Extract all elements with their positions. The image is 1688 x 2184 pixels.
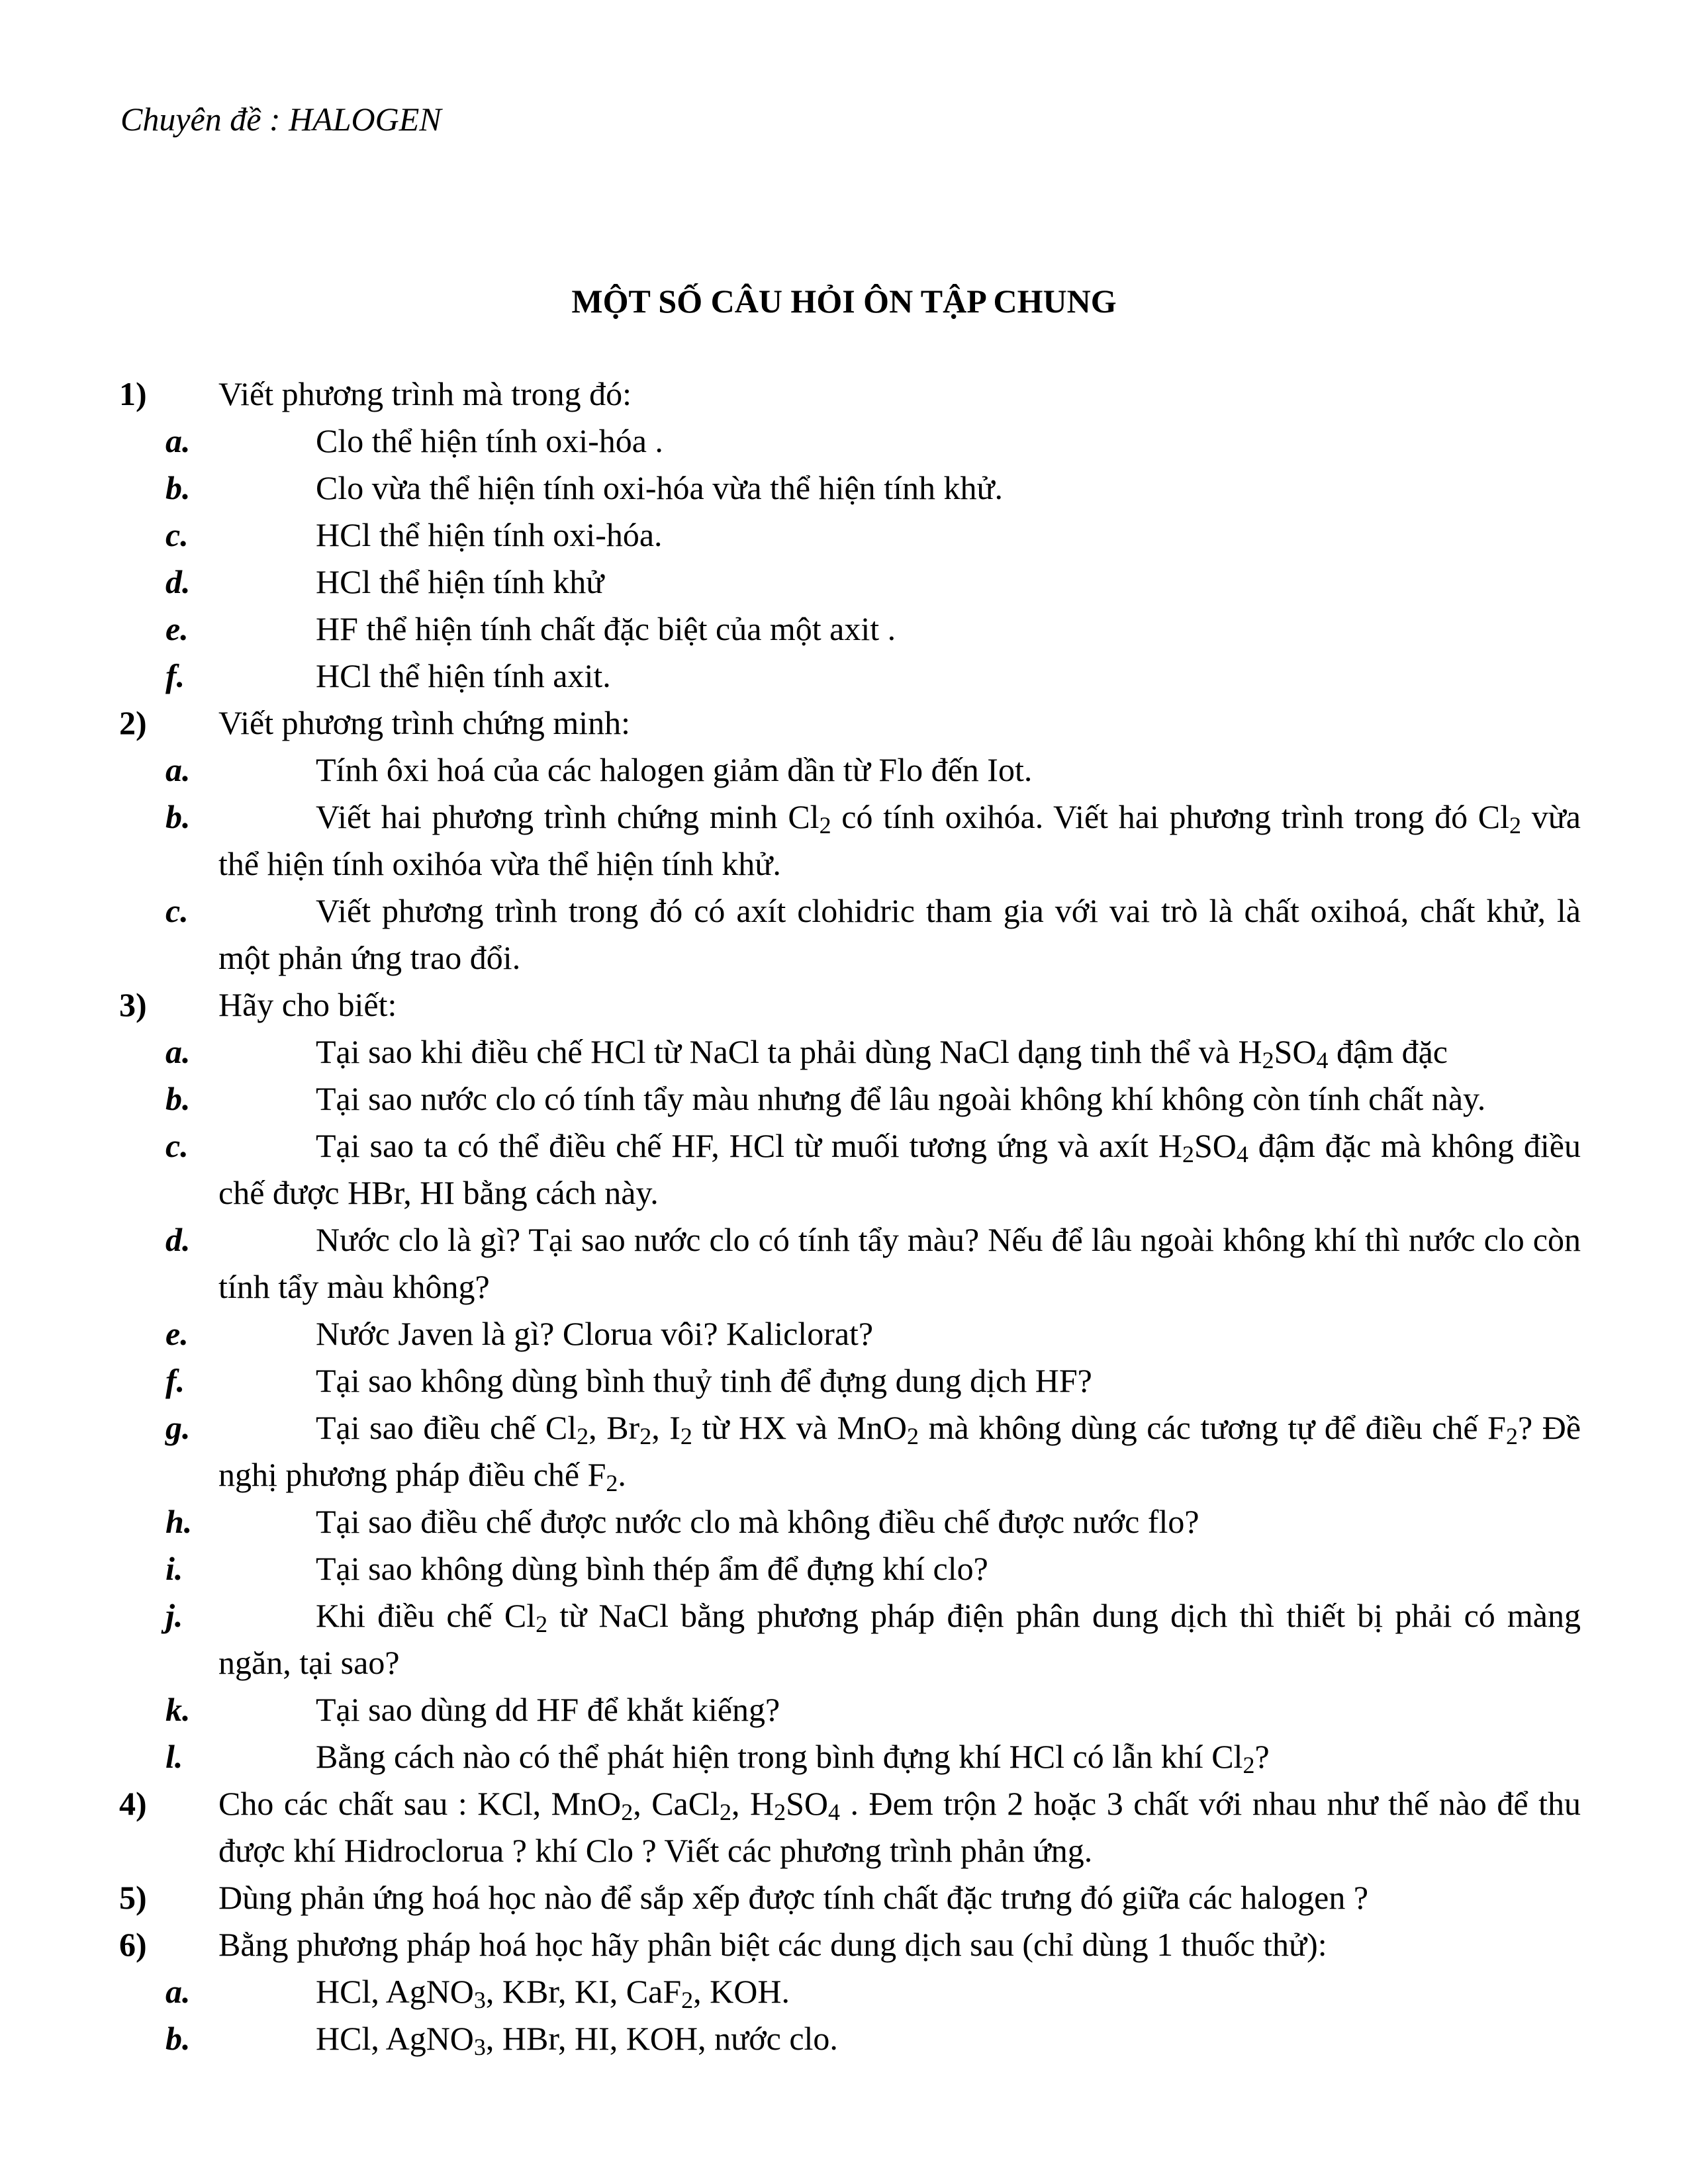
sub-text: Clo thể hiện tính oxi-hóa .: [316, 422, 663, 459]
sub-text: Clo vừa thể hiện tính oxi-hóa vừa thể hiện tính khử.: [316, 469, 1004, 506]
sub-text: Bằng cách nào có thể phát hiện trong bình đựng khí HCl có lẫn khí $Cl_2$?: [316, 1738, 1270, 1778]
subquestion-3h: [0, 1498, 1688, 1545]
sub-text: HCl, AgNO$_3$, HBr, HI, KOH, nước clo.: [316, 2020, 838, 2060]
question-number: 1): [119, 375, 147, 412]
sub-letter: a.: [165, 1973, 191, 2010]
sub-letter: a.: [165, 422, 191, 459]
sub-text: Tại sao không dùng bình thép ẩm để đựng khí clo?: [316, 1550, 988, 1587]
subquestion-3g: [0, 1404, 1688, 1498]
sub-text: Tại sao dùng dd HF để khắt kiếng?: [316, 1691, 780, 1728]
question-text: Viết phương trình chứng minh:: [218, 704, 631, 741]
question-number: 2): [119, 704, 147, 741]
subquestion-3k: [0, 1686, 1688, 1733]
subquestion-1a: [0, 418, 1688, 465]
sub-letter: c.: [165, 892, 189, 929]
page-title: MỘT SỐ CÂU HỎI ÔN TẬP CHUNG: [571, 283, 1117, 320]
sub-text: Nước clo là gì? Tại sao nước clo có tính tẩy màu? Nếu để lâu ngoài không khí thì nước clo còn tính tẩy màu không?: [218, 1221, 1581, 1305]
question-5: [0, 1874, 1688, 1921]
sub-letter: b.: [165, 1080, 191, 1117]
subquestion-1c: [0, 512, 1688, 559]
subquestion-2b: [0, 794, 1688, 887]
subquestion-2c: [0, 887, 1688, 981]
question-text: Bằng phương pháp hoá học hãy phân biệt các dung dịch sau (chỉ dùng 1 thuốc thử):: [218, 1926, 1327, 1963]
sub-letter: k.: [165, 1691, 191, 1728]
sub-letter: c.: [165, 516, 189, 553]
subquestion-1f: [0, 653, 1688, 700]
question-number: 6): [119, 1926, 147, 1963]
question-text: Dùng phản ứng hoá học nào để sắp xếp được tính chất đặc trưng đó giữa các halogen ?: [218, 1879, 1369, 1916]
sub-text: Tại sao ta có thể điều chế HF, HCl từ muối tương ứng và axít $H_2SO_4$ đậm đặc mà không điều chế được HBr, HI bằng cách này.: [218, 1127, 1581, 1211]
sub-letter: d.: [165, 563, 191, 600]
subquestion-3f: [0, 1357, 1688, 1404]
sub-text: Nước Javen là gì? Clorua vôi? Kaliclorat?: [316, 1315, 874, 1352]
sub-text: Tại sao khi điều chế HCl từ NaCl ta phải dùng NaCl dạng tinh thể và $H_2SO_4$ đậm đặc: [316, 1033, 1448, 1073]
sub-letter: a.: [165, 1033, 191, 1070]
sub-letter: i.: [165, 1550, 183, 1587]
subquestion-2a: [0, 747, 1688, 794]
sub-letter: h.: [165, 1503, 193, 1540]
document-header: Chuyên đề : HALOGEN: [120, 101, 442, 138]
question-text: Viết phương trình mà trong đó:: [218, 375, 632, 412]
sub-text: HCl thể hiện tính axit.: [316, 657, 611, 694]
sub-letter: l.: [165, 1738, 183, 1775]
question-text: Cho các chất sau : KCl, MnO$_2$, CaCl$_2$, $H_2SO_4$ . Đem trộn 2 hoặc 3 chất với nhau như thế nào để thu được khí Hidroclorua ? khí Clo ? Viết các phương trình phản ứng.: [218, 1785, 1581, 1869]
question-number: 4): [119, 1785, 147, 1822]
subquestion-3l: [0, 1733, 1688, 1780]
sub-letter: f.: [165, 1362, 185, 1399]
sub-text: Viết phương trình trong đó có axít clohidric tham gia với vai trò là chất oxihoá, chất khử, là một phản ứng trao đổi.: [218, 892, 1581, 976]
sub-text: Khi điều chế $Cl_2$ từ NaCl bằng phương pháp điện phân dung dịch thì thiết bị phải có màng ngăn, tại sao?: [218, 1597, 1581, 1681]
question-number: 3): [119, 986, 147, 1023]
sub-text: Tại sao không dùng bình thuỷ tinh để đựng dung dịch HF?: [316, 1362, 1092, 1399]
sub-letter: e.: [165, 610, 189, 647]
sub-text: HCl thể hiện tính khử: [316, 563, 604, 600]
sub-letter: b.: [165, 798, 191, 835]
subquestion-6b: [0, 2015, 1688, 2062]
subquestion-3i: [0, 1545, 1688, 1592]
subquestion-6a: [0, 1968, 1688, 2015]
sub-letter: f.: [165, 657, 185, 694]
sub-text: HF thể hiện tính chất đặc biệt của một axit .: [316, 610, 896, 647]
subquestion-3j: [0, 1592, 1688, 1686]
sub-text: Tính ôxi hoá của các halogen giảm dần từ Flo đến Iot.: [316, 751, 1033, 788]
subquestion-3d: [0, 1216, 1688, 1310]
sub-text: Viết hai phương trình chứng minh $Cl_2$ có tính oxihóa. Viết hai phương trình trong đó $Cl_2$ vừa thể hiện tính oxihóa vừa thể hiện tính khử.: [218, 798, 1581, 882]
sub-letter: d.: [165, 1221, 191, 1258]
sub-letter: a.: [165, 751, 191, 788]
sub-text: HCl, AgNO$_3$, KBr, KI, CaF$_2$, KOH.: [316, 1973, 790, 2013]
subquestion-3b: [0, 1075, 1688, 1122]
sub-letter: b.: [165, 469, 191, 506]
subquestion-1d: [0, 559, 1688, 606]
subquestion-1e: [0, 606, 1688, 653]
question-3: [0, 981, 1688, 1028]
question-number: 5): [119, 1879, 147, 1916]
sub-letter: j.: [165, 1597, 183, 1634]
sub-letter: g.: [165, 1409, 191, 1446]
question-list: [0, 371, 1688, 2062]
sub-letter: b.: [165, 2020, 191, 2057]
sub-text: HCl thể hiện tính oxi-hóa.: [316, 516, 663, 553]
subquestion-3a: [0, 1028, 1688, 1075]
sub-letter: c.: [165, 1127, 189, 1164]
subquestion-1b: [0, 465, 1688, 512]
question-text: Hãy cho biết:: [218, 986, 397, 1023]
question-4: [0, 1780, 1688, 1874]
question-1: [0, 371, 1688, 418]
sub-text: Tại sao điều chế $Cl_2$, $Br_2$, $I_2$ từ HX và MnO$_2$ mà không dùng các tương tự để điều chế $F_2$? Đề nghị phương pháp điều chế $F_2$.: [218, 1409, 1581, 1496]
sub-text: Tại sao nước clo có tính tẩy màu nhưng để lâu ngoài không khí không còn tính chất này.: [316, 1080, 1486, 1117]
subquestion-3e: [0, 1310, 1688, 1357]
question-2: [0, 700, 1688, 747]
sub-text: Tại sao điều chế được nước clo mà không điều chế được nước flo?: [316, 1503, 1199, 1540]
subquestion-3c: [0, 1122, 1688, 1216]
sub-letter: e.: [165, 1315, 189, 1352]
question-6: [0, 1921, 1688, 1968]
